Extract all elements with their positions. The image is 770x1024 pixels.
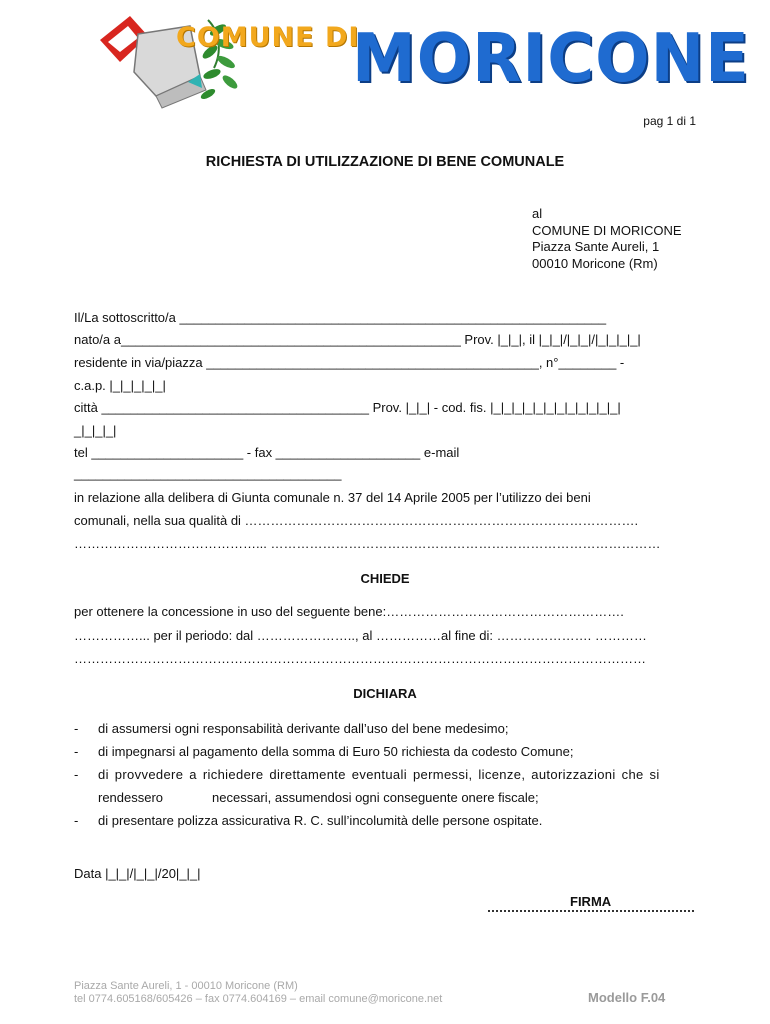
field-nato[interactable]: nato/a a_______________________________________________ Prov. |_|_|, il |_|_|/|_|_|/|_|_|_|_| — [74, 332, 641, 347]
relazione-line-1: in relazione alla delibera di Giunta comunale n. 37 del 14 Aprile 2005 per l’utilizzo dei beni — [74, 490, 591, 505]
recipient-line-3: Piazza Sante Aureli, 1 — [532, 239, 660, 254]
chiede-heading: CHIEDE — [360, 571, 410, 586]
field-residente[interactable]: residente in via/piazza ______________________________________________, n°________ - — [74, 355, 625, 370]
bullet-dash: - — [74, 767, 79, 782]
chiede-line-3[interactable]: …………………………………………………………………………………………………………………… — [74, 651, 646, 666]
recipient-line-4: 00010 Moricone (Rm) — [532, 255, 658, 271]
firma-label: FIRMA — [570, 894, 612, 909]
recipient-address — [532, 206, 682, 272]
dichiara-heading: DICHIARA — [353, 686, 417, 701]
footer-line-2: tel 0774.605168/605426 – fax 0774.604169 – email comune@moricone.net — [74, 993, 443, 1005]
footer-address — [74, 980, 442, 1006]
bullet-dash: - — [74, 744, 79, 759]
recipient-line-2: COMUNE DI MORICONE — [532, 222, 682, 238]
dichiara-item-text: di impegnarsi al pagamento della somma di Euro 50 richiesta da codesto Comune; — [98, 744, 574, 759]
logo-text-comune-di: COMUNE DI — [176, 22, 360, 53]
logo-text-moricone: MORICONE — [352, 20, 750, 98]
relazione-line-3[interactable]: ……………………………………... ……………………………………………………………………………… — [74, 536, 661, 551]
page-number: pag 1 di 1 — [643, 114, 696, 128]
chiede-line-1[interactable]: per ottenere la concessione in uso del seguente bene:………………………………………………. — [74, 604, 624, 619]
dichiara-item-cont-b: necessari, assumendosi ogni conseguente onere fiscale; — [212, 790, 539, 805]
dichiara-item-text: di provvedere a richiedere direttamente eventuali permessi, licenze, autorizzazioni che si — [98, 767, 660, 782]
modello-code: Modello F.04 — [588, 990, 666, 1005]
bullet-dash: - — [74, 721, 79, 736]
dichiara-item-text: di presentare polizza assicurativa R. C. sull’incolumità delle persone ospitate. — [98, 813, 543, 828]
bullet-dash: - — [74, 813, 79, 828]
footer-line-1: Piazza Sante Aureli, 1 - 00010 Moricone (RM) — [74, 980, 298, 992]
relazione-line-2[interactable]: comunali, nella sua qualità di ………………………………………………………………………………. — [74, 513, 639, 528]
field-email-line[interactable]: _____________________________________ — [74, 466, 342, 481]
signature-line[interactable] — [488, 910, 694, 912]
comune-logo — [90, 12, 750, 110]
field-cap[interactable]: c.a.p. |_|_|_|_|_| — [74, 378, 166, 393]
dichiara-item-text: di assumersi ogni responsabilità derivante dall’uso del bene medesimo; — [98, 721, 509, 736]
field-codfis-cont[interactable]: _|_|_|_| — [74, 423, 117, 438]
field-tel-fax-email[interactable]: tel _____________________ - fax ____________________ e-mail — [74, 445, 460, 460]
field-data[interactable]: Data |_|_|/|_|_|/20|_|_| — [74, 866, 201, 881]
document-title: RICHIESTA DI UTILIZZAZIONE DI BENE COMUNALE — [205, 154, 565, 170]
field-sottoscritto[interactable]: Il/La sottoscritto/a ___________________________________________________________ — [74, 310, 607, 325]
field-citta[interactable]: città _____________________________________ Prov. |_|_| - cod. fis. |_|_|_|_|_|_|_|_|_|_|_|_| — [74, 400, 621, 415]
chiede-line-2[interactable]: ……………... per il periodo: dal ………………….., al ……………al fine di: …………………. ………… — [74, 628, 647, 643]
dichiara-item-cont-a: rendessero — [98, 790, 164, 805]
recipient-line-1: al — [532, 206, 543, 221]
